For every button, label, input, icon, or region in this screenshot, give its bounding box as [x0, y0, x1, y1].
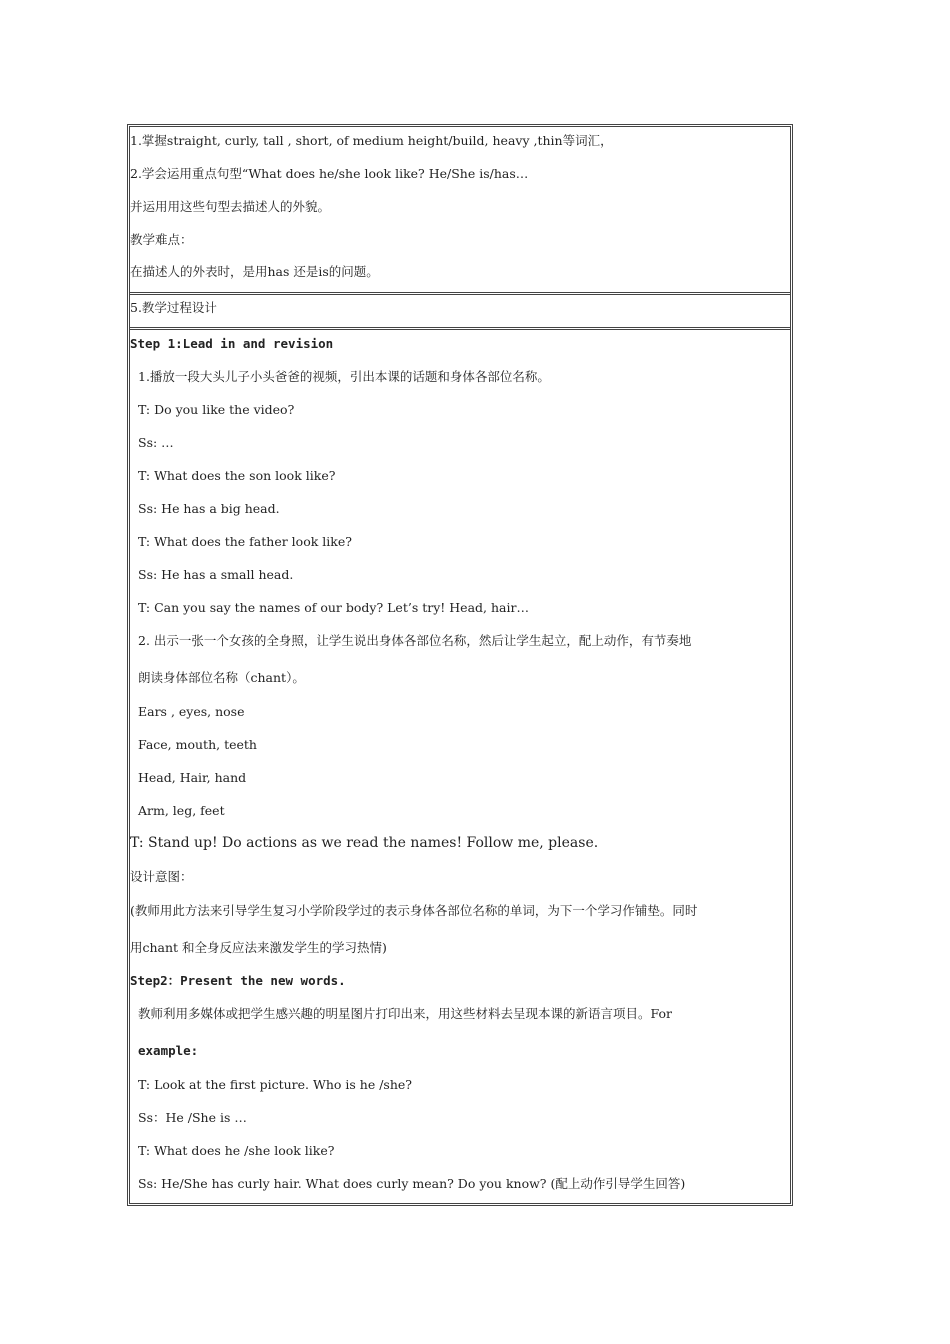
- step2-line: T: Look at the first picture. Who is he /she?: [138, 1077, 412, 1092]
- step2-line: Ss: He/She has curly hair. What does curly mean? Do you know? (配上动作引导学生回答): [138, 1176, 686, 1191]
- intent-line: 用chant 和全身反应法来激发学生的学习热情): [130, 940, 387, 955]
- objective-line: 并运用用这些句型去描述人的外貌。: [130, 199, 331, 214]
- row-divider: [130, 327, 790, 330]
- step1-title: Step 1:Lead in and revision: [130, 336, 334, 351]
- intent-line: (教师用此方法来引导学生复习小学阶段学过的表示身体各部位名称的单词，为下一个学习作铺垫。同时: [130, 903, 698, 918]
- step2-title: Step2：Present the new words.: [130, 973, 346, 988]
- step1-line: T: Can you say the names of our body? Let’s try! Head, hair…: [138, 600, 529, 615]
- chant-line: Arm, leg, feet: [138, 803, 225, 818]
- chant-line: Ears , eyes, nose: [138, 704, 245, 719]
- step1-line: 1.播放一段大头儿子小头爸爸的视频，引出本课的话题和身体各部位名称。: [138, 369, 550, 384]
- difficulty-text: 在描述人的外表时，是用has 还是is的问题。: [130, 264, 379, 279]
- step2-intro-cont: example:: [138, 1043, 199, 1058]
- row-divider: [130, 292, 790, 295]
- step1-line: 2. 出示一张一个女孩的全身照，让学生说出身体各部位名称，然后让学生起立，配上动作，有节奏地: [138, 633, 692, 648]
- step1-line: Ss: …: [138, 435, 174, 450]
- intent-label: 设计意图：: [130, 869, 193, 884]
- chant-line: Head, Hair, hand: [138, 770, 247, 785]
- step2-line: T: What does he /she look like?: [138, 1143, 335, 1158]
- step1-line: Ss: He has a big head.: [138, 501, 280, 516]
- step1-line: T: Do you like the video?: [138, 402, 295, 417]
- step1-line: T: What does the father look like?: [138, 534, 352, 549]
- lesson-table: [127, 124, 793, 1206]
- step1-line: T: What does the son look like?: [138, 468, 336, 483]
- difficulty-label: 教学难点：: [130, 232, 193, 247]
- step2-intro: 教师利用多媒体或把学生感兴趣的明星图片打印出来，用这些材料去呈现本课的新语言项目。For: [138, 1006, 672, 1021]
- section-heading: 5.教学过程设计: [130, 300, 217, 315]
- step1-line: 朗读身体部位名称（chant）。: [138, 670, 305, 685]
- teacher-command: T: Stand up! Do actions as we read the names! Follow me, please.: [130, 835, 599, 851]
- objective-line: 1.掌握straight, curly, tall , short, of medium height/build, heavy ,thin等词汇，: [130, 133, 613, 148]
- step1-line: Ss: He has a small head.: [138, 567, 294, 582]
- step2-line: Ss：He /She is …: [138, 1110, 247, 1125]
- chant-line: Face, mouth, teeth: [138, 737, 257, 752]
- objective-line: 2.学会运用重点句型“What does he/she look like? He/She is/has…: [130, 166, 529, 181]
